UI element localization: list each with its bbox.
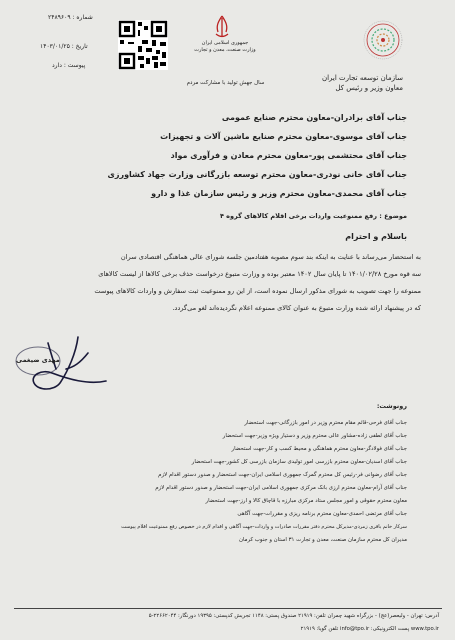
footer-address: آدرس: تهران - ولیعصر(عج) - بزرگراه شهید چمران تلفن: ۲۱۹۱۹ صندوق پستی: ۱۱۴۸ تجریش کدپستی: ۱۹۳۹۵ دورنگار: ۲۲۶۶۲۰۴۴-۵ (148, 613, 439, 619)
handwritten-signature (8, 333, 123, 395)
footer-contact: www.tpo.ir پست الکترونیکی: info@tpo.ir تلفن گویا: ۲۱۹۱۹ (300, 626, 439, 632)
cc-line: جناب آقای آرام-معاون محترم ارزی بانک مرکزی جمهوری اسلامی ایران-جهت استحضار و صدور دستور اقدام لازم (155, 485, 407, 491)
number-value: ۲۴۸۹۶۰۹ (48, 14, 71, 21)
attachment-label: پیوست : (63, 62, 86, 69)
tpo-logo (348, 18, 418, 74)
cc-line: معاون محترم حقوقی و امور مجلس ستاد مرکزی مبارزه با قاچاق کالا و ارز-جهت استحضار (205, 498, 407, 504)
qr-code-icon (118, 20, 168, 70)
greeting: باسلام و احترام (345, 232, 407, 241)
cc-line: جناب آقای اسدیان-معاون محترم بازرسی امور تولیدی سازمان بازرسی کل کشور-جهت استحضار (191, 459, 407, 465)
org-name: سازمان توسعه تجارت ایران (321, 74, 403, 82)
year-slogan: سال جهش تولید با مشارکت مردم (186, 80, 265, 86)
government-line-1: جمهوری اسلامی ایران (201, 40, 249, 46)
body-line: سه قوه مورخ ۱۴۰۱/۰۲/۲۸ تا پایان سال ۱۴۰۲ معتبر بوده و وزارت متبوع درخواست حذف برخی کالاها از لیست کالاهای (98, 270, 421, 278)
letter-subject: موضوع : رفع ممنوعیت واردات برخی اقلام کالاهای گروه ۴ (219, 212, 407, 220)
body-line: به استحضار می‌رساند با عنایت به اینکه بند سوم مصوبه هفتادمین جلسه شورای عالی هماهنگی اقتصادی سران (120, 253, 421, 261)
cc-line: جناب آقای فولادگر-معاون محترم هماهنگی و محیط کسب و کار-جهت استحضار (231, 446, 407, 452)
date-label: تاریخ : (71, 43, 88, 50)
cc-line: مدیران کل محترم سازمان صنعت، معدن و تجارت ۳۱ استان و جنوب کرمان (239, 537, 407, 543)
signer-name: مهدی ضیغمی (16, 356, 60, 364)
letter-attachment (52, 62, 85, 69)
cc-line: جناب آقای مرتضی احمدی-معاون محترم برنامه ریزی و مقررات-جهت آگاهی (237, 511, 407, 517)
recipient-line: جناب آقای محمدی-معاون محترم وزیر و رئیس سازمان غذا و دارو (151, 189, 407, 198)
attachment-value: دارد (52, 62, 62, 69)
date-value: ۱۴۰۳/۰۱/۲۵ (40, 43, 70, 50)
body-line: که در پیشنهاد ارائه شده وزارت متبوع به عنوان کالای ممنوعه اعلام نگردیده‌اند لغو می‌گردد. (172, 304, 421, 312)
cc-line: سرکار خانم باقری زمردی-مدیرکل محترم دفتر مقررات صادرات و واردات-جهت آگاهی و اقدام لازم در خصوص رفع ممنوعیت اقلام پیوست (121, 524, 407, 530)
ministry-name: وزارت صنعت، معدن و تجارت (194, 47, 256, 53)
org-subtitle: معاون وزیر و رئیس کل (335, 84, 403, 92)
body-line: ممنوعه را جهت تصویب به شورای مذکور ارسال نموده است، از این رو ممنوعیت ثبت سفارش و واردات کالاهای پیوست (94, 287, 421, 295)
cc-line: جناب آقای رضوانی فر-رئیس کل محترم گمرک جمهوری اسلامی ایران-جهت استحضار و صدور دستور اقدام لازم (158, 472, 407, 478)
cc-line: جناب آقای لطفی زاده-مشاور عالی محترم وزیر و دستیار ویژه وزیر-جهت استحضار (222, 433, 407, 439)
iran-emblem-icon (210, 14, 234, 40)
footer-divider (14, 608, 442, 609)
recipient-line: جناب آقای موسوی-معاون محترم صنایع ماشین آلات و تجهیزات (160, 132, 407, 141)
recipient-line: جناب آقای خانی نودری-معاون محترم توسعه بازرگانی وزارت جهاد کشاورزی (107, 170, 407, 179)
number-label: شماره : (72, 14, 93, 21)
cc-title: رونوشت: (376, 402, 407, 410)
letter-date (40, 43, 88, 50)
recipient-line: جناب آقای برادران-معاون محترم صنایع عمومی (221, 113, 407, 122)
cc-line: جناب آقای فرحی-قائم مقام محترم وزیر در امور بازرگانی-جهت استحضار (244, 420, 407, 426)
letter-number (48, 14, 93, 21)
recipient-line: جناب آقای محتشمی پور-معاون محترم معادن و فرآوری مواد (170, 151, 407, 160)
